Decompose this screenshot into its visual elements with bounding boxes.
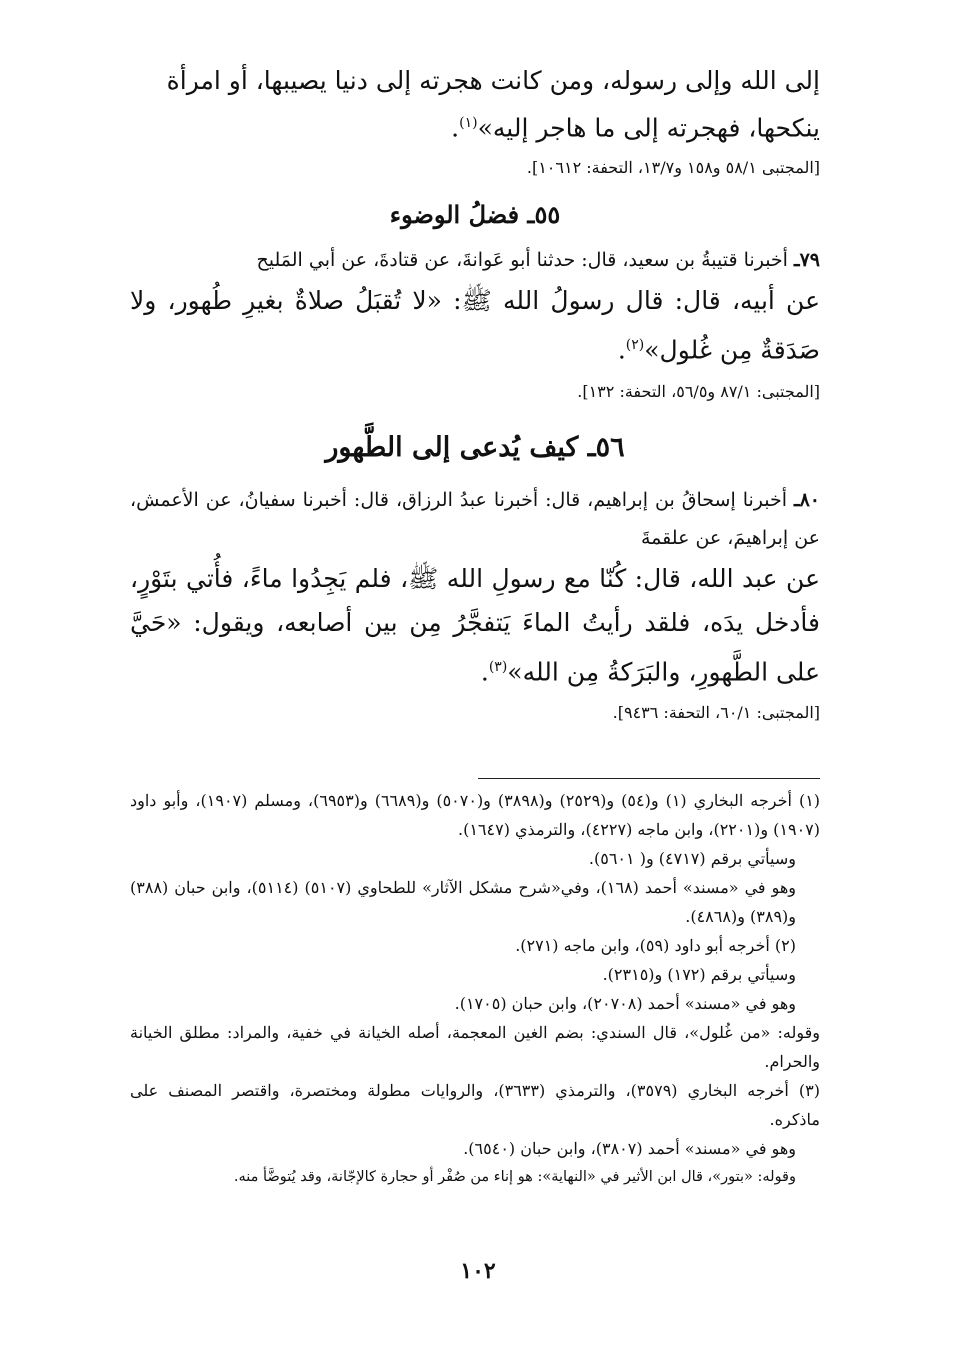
hadith-chain bbox=[130, 241, 820, 279]
hadith-number: ٧٩ـ bbox=[794, 249, 820, 272]
footnote-marker: (٢) bbox=[625, 337, 645, 354]
section-heading: ٥٦ـ كيف يُدعى إلى الطَّهور bbox=[325, 431, 625, 463]
footnote-divider bbox=[478, 778, 820, 779]
main-text bbox=[130, 60, 820, 728]
hadith-text bbox=[130, 279, 820, 372]
reference-line: [المجتبى ٥٨/١ و١٥٨ و١٣/٧، التحفة: ١٠٦١٢]. bbox=[526, 158, 820, 178]
footnote: (٣) أخرجه البخاري (٣٥٧٩)، والترمذي (٣٦٣٣)، والروايات مطولة ومختصرة، واقتصر المصنف على ماذكره. bbox=[130, 1081, 820, 1129]
text-span: . bbox=[451, 113, 460, 143]
reference-line: [المجتبى: ٦٠/١، التحفة: ٩٤٣٦]. bbox=[612, 702, 820, 722]
text-span: عن عبد الله، قال: كُنّا مع رسولِ الله ﷺ، فلم يَجِدُوا ماءً، فأُتي بتَوْرٍ، فأدخل يدَه، فلقد رأيتُ الماءَ يَتفجَّرُ مِن بين أصابعه، ويقول: «حَيَّ على الطَّهورِ، والبَرَكةُ مِن الله» bbox=[130, 563, 820, 686]
text-line bbox=[130, 102, 820, 149]
footnotes bbox=[130, 786, 820, 1192]
footnote: وسيأتي برقم (٤٧١٧) و( ٥٦٠١). bbox=[588, 849, 796, 868]
footnote: وهو في «مسند» أحمد (٢٠٧٠٨)، وابن حبان (١٧٠٥). bbox=[454, 994, 796, 1013]
reference-line: [المجتبى: ٨٧/١ و٥٦/٥، التحفة: ١٣٢]. bbox=[577, 381, 820, 401]
footnote: (١) أخرجه البخاري (١) و(٥٤) و(٢٥٢٩) و(٣٨٩٨) و(٥٠٧٠) و(٦٦٨٩) و(٦٩٥٣)، ومسلم (١٩٠٧)، وأبو داود (١٩٠٧) و(٢٢٠١)، وابن ماجه (٤٢٢٧)، والترمذي (١٦٤٧). bbox=[130, 791, 821, 839]
text-span: . bbox=[617, 335, 626, 365]
footnote: وهو في «مسند» أحمد (٣٨٠٧)، وابن حبان (٦٥٤٠). bbox=[463, 1139, 796, 1158]
hadith-chain bbox=[130, 481, 820, 557]
text-span: . bbox=[480, 656, 489, 686]
footnote: وسيأتي برقم (١٧٢) و(٢٣١٥). bbox=[602, 965, 796, 984]
footnote: وهو في «مسند» أحمد (١٦٨)، وفي«شرح مشكل الآثار» للطحاوي (٥١٠٧) (٥١١٤)، وابن حبان (٣٨٨) و(٣٨٩) و(٤٨٦٨). bbox=[130, 878, 796, 926]
hadith-text bbox=[130, 557, 820, 694]
text-line: إلى الله وإلى رسوله، ومن كانت هجرته إلى دنيا يصيبها، أو امرأة bbox=[166, 66, 820, 95]
footnote: (٢) أخرجه أبو داود (٥٩)، وابن ماجه (٢٧١). bbox=[515, 936, 796, 955]
footnote-marker: (١) bbox=[459, 115, 478, 131]
page-number: ١٠٢ bbox=[460, 1258, 496, 1284]
chain-text: أخبرنا قتيبةُ بن سعيد، قال: حدثنا أبو عَوانةَ، عن قتادةَ، عن أبي المَليح bbox=[256, 249, 788, 272]
chain-text: أخبرنا إسحاقُ بن إبراهيم، قال: أخبرنا عبدُ الرزاق، قال: أخبرنا سفيانُ، عن الأعمش، عن إبراهيمَ، عن علقمةَ bbox=[130, 488, 820, 549]
section-heading: ٥٥ـ فضلُ الوضوء bbox=[389, 200, 561, 230]
text-span: ينكحها، فهجرته إلى ما هاجر إليه» bbox=[477, 113, 820, 143]
text-span: عن أبيه، قال: قال رسولُ الله ﷺ: «لا تُقبَلُ صلاةٌ بغيرِ طُهور، ولا صَدَقةٌ مِن غُلول» bbox=[130, 286, 820, 365]
footnote-marker: (٣) bbox=[488, 658, 508, 675]
hadith-number: ٨٠ـ bbox=[794, 488, 821, 511]
footnote: وقوله: «من غُلول»، قال السندي: بضم الغين المعجمة، أصله الخيانة في خفية، والمراد: مطلق الخيانة والحرام. bbox=[130, 1023, 820, 1071]
footnote: وقوله: «بتور»، قال ابن الأثير في «النهاية»: هو إناء من صُفْر أو حجارة كالإجّانة، وقد يُتوضَّأ منه. bbox=[233, 1169, 796, 1185]
